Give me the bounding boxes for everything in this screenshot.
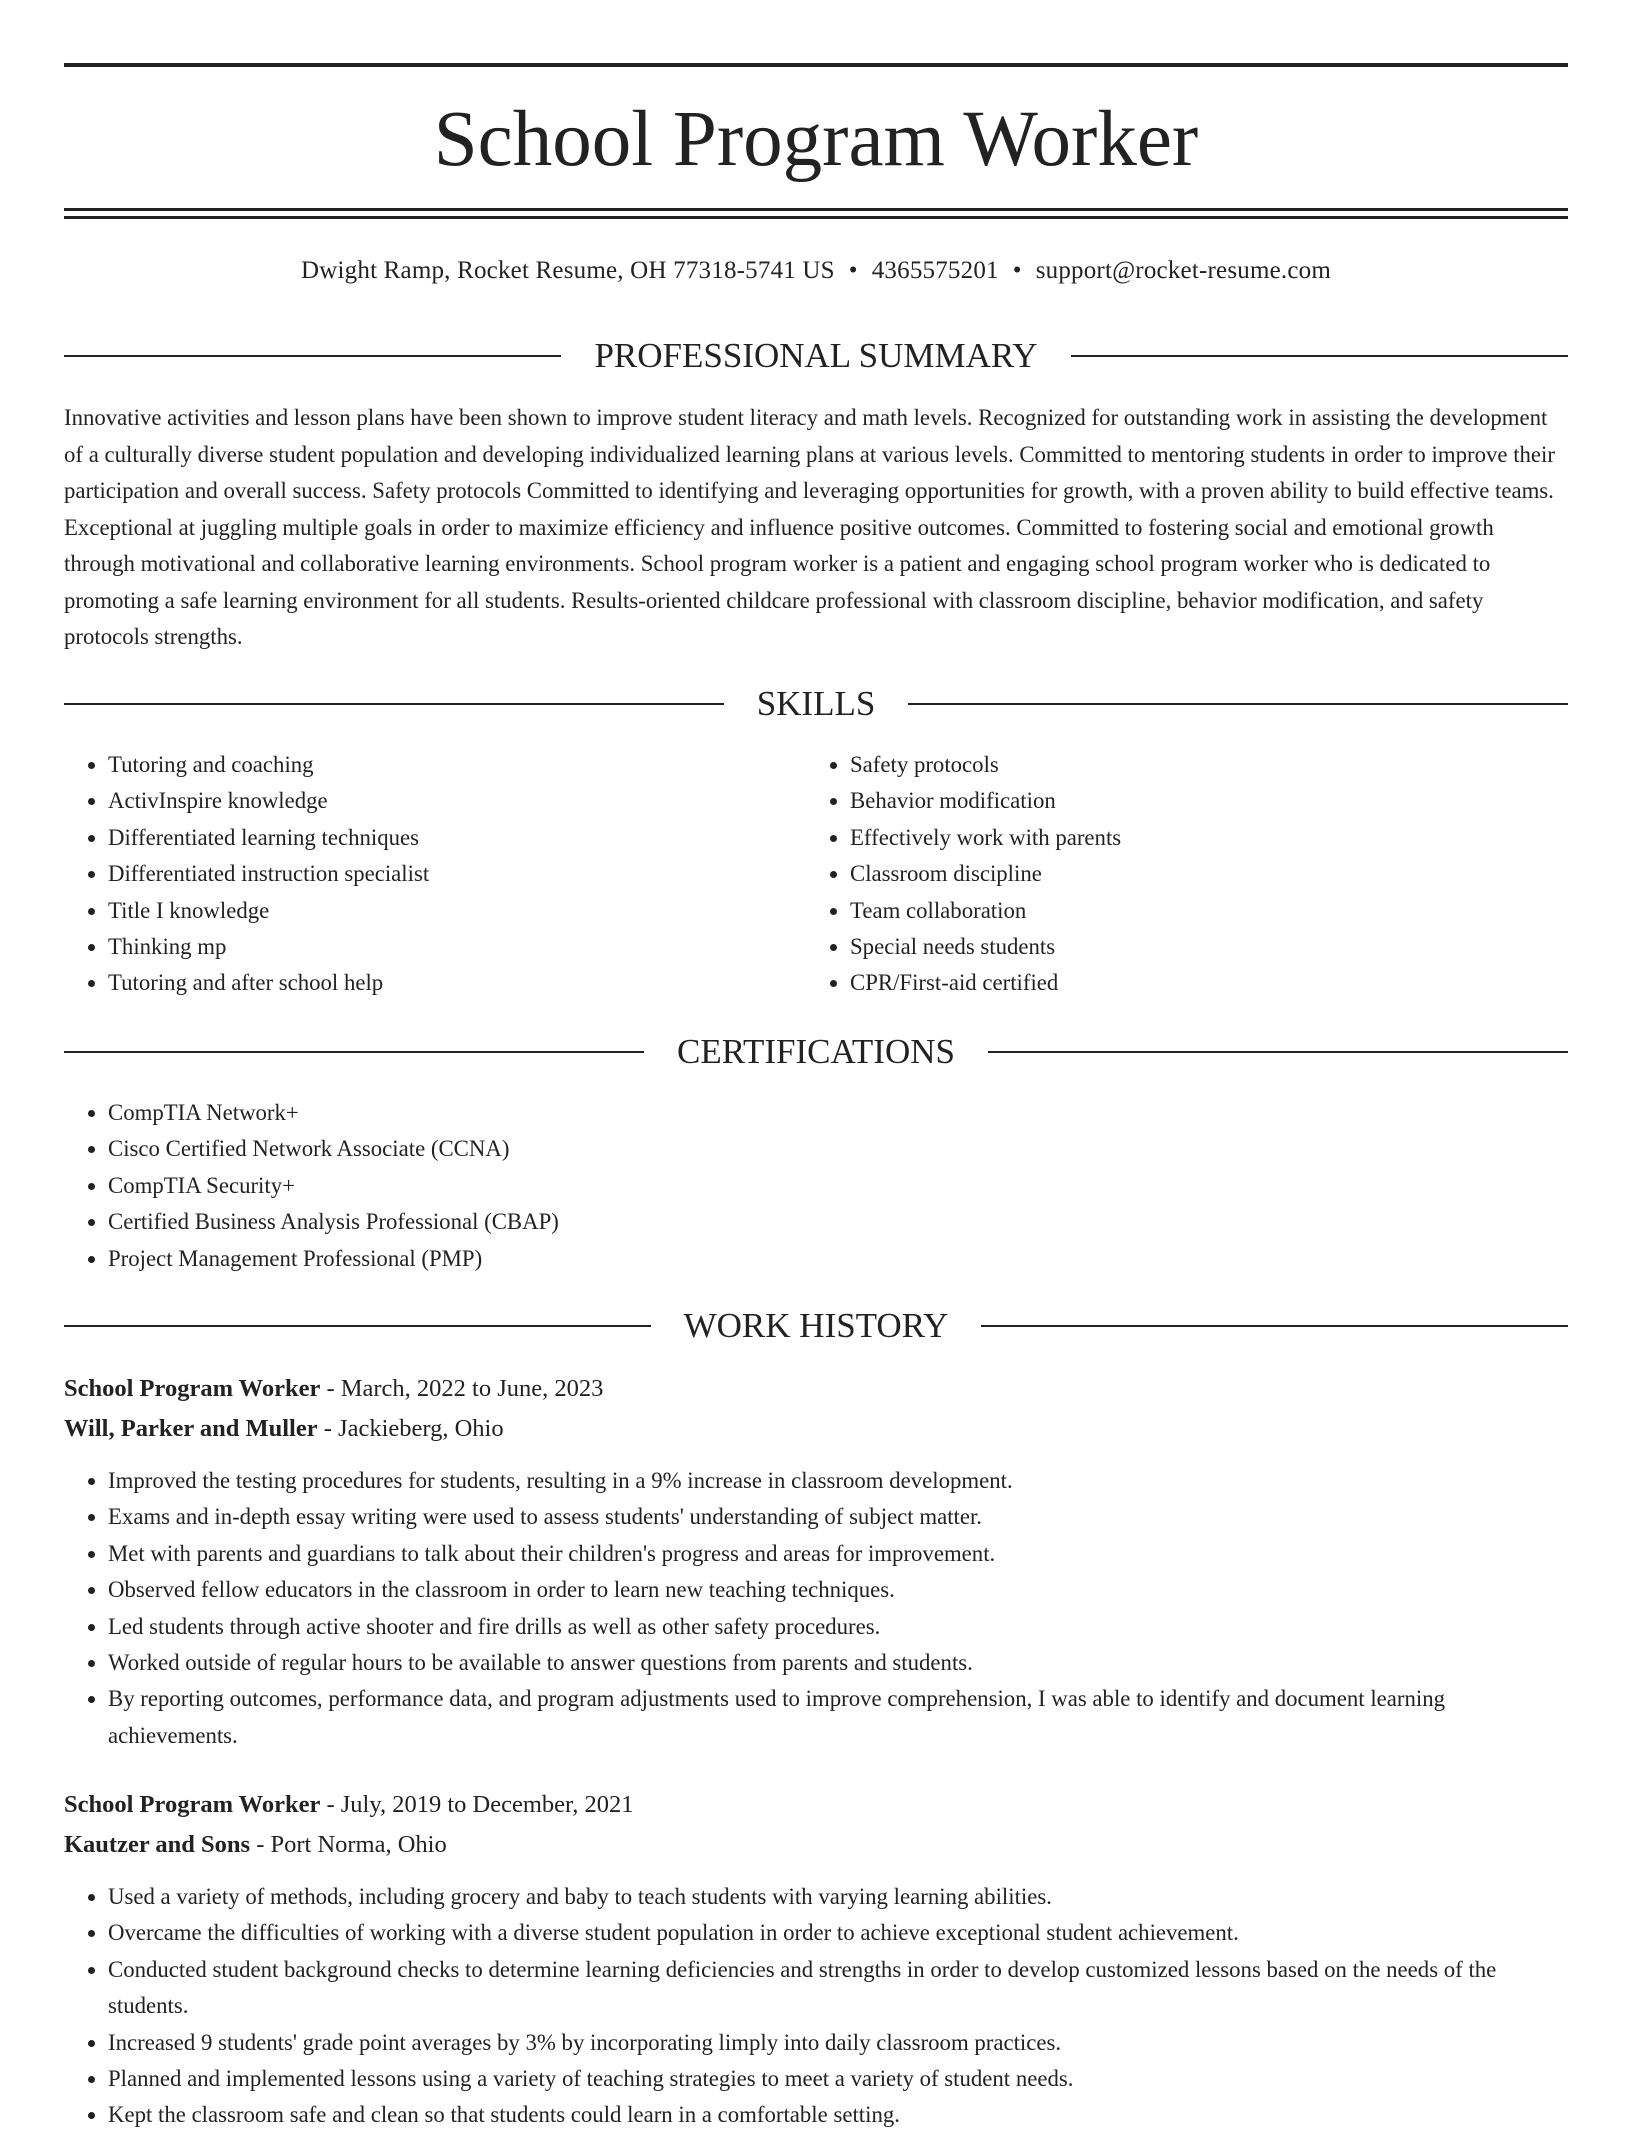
- skill-item: • Safety protocols: [850, 747, 1550, 783]
- header-top-rule: [64, 63, 1568, 67]
- job-title-line: [64, 1785, 633, 1825]
- certification-item: • CompTIA Network+: [108, 1095, 1568, 1131]
- contact-line: [8, 254, 1624, 288]
- skill-item: • Differentiated instruction specialist: [108, 856, 808, 892]
- heading-rule-right: [988, 1051, 1568, 1053]
- job-bullet: • Used a variety of methods, including grocery and baby to teach students with varying learning abilities.: [108, 1879, 1568, 1915]
- job-bullets: [64, 1879, 1568, 2134]
- job-bullet: • Observed fellow educators in the classroom in order to learn new teaching techniques.: [108, 1572, 1568, 1608]
- job-company-line: [64, 1409, 504, 1449]
- job-bullet: • Planned and implemented lessons using a variety of teaching strategies to meet a variety of student needs.: [108, 2061, 1568, 2097]
- job-bullets: [64, 1463, 1568, 1754]
- job-bullet: • Conducted student background checks to determine learning deficiencies and strengths in order to develop customized lessons based on the needs of the students.: [108, 1952, 1568, 2025]
- skill-item: • ActivInspire knowledge: [108, 783, 808, 819]
- skill-item: • Tutoring and after school help: [108, 965, 808, 1001]
- work-history-heading-label: WORK HISTORY: [683, 1306, 949, 1345]
- skill-item: • Thinking mp: [108, 929, 808, 965]
- job-bullet: • Kept the classroom safe and clean so that students could learn in a comfortable setting.: [108, 2097, 1568, 2133]
- certification-item: • Certified Business Analysis Professional (CBAP): [108, 1204, 1568, 1240]
- skill-item: • Classroom discipline: [850, 856, 1550, 892]
- skills-list-right: [806, 747, 1550, 1002]
- job-bullet: • Increased 9 students' grade point averages by 3% by incorporating limply into daily classroom practices.: [108, 2025, 1568, 2061]
- contact-address: Dwight Ramp, Rocket Resume, OH 77318-5741 US: [301, 257, 835, 284]
- skill-item: • Special needs students: [850, 929, 1550, 965]
- job-company: Kautzer and Sons: [64, 1831, 251, 1858]
- job-bullet: • Improved the testing procedures for students, resulting in a 9% increase in classroom development.: [108, 1463, 1568, 1499]
- heading-rule-left: [64, 355, 561, 357]
- skill-item: • Title I knowledge: [108, 893, 808, 929]
- certifications-section-heading: [64, 1030, 1568, 1074]
- work-history-section-heading: [64, 1304, 1568, 1348]
- heading-rule-left: [64, 1325, 651, 1327]
- contact-separator: •: [1012, 257, 1022, 284]
- skill-item: • CPR/First-aid certified: [850, 965, 1550, 1001]
- skill-item: • Tutoring and coaching: [108, 747, 808, 783]
- skills-list-left: [64, 747, 808, 1002]
- job-company: Will, Parker and Muller: [64, 1415, 318, 1442]
- job-bullet: • Exams and in-depth essay writing were used to assess students' understanding of subject matter.: [108, 1499, 1568, 1535]
- skill-item: • Effectively work with parents: [850, 820, 1550, 856]
- summary-section-heading: [64, 334, 1568, 378]
- skill-item: • Behavior modification: [850, 783, 1550, 819]
- job-location: - Port Norma, Ohio: [250, 1831, 447, 1858]
- job-bullet: • Met with parents and guardians to talk about their children's progress and areas for improvement.: [108, 1536, 1568, 1572]
- job-title: School Program Worker: [64, 1375, 321, 1402]
- certification-item: • Project Management Professional (PMP): [108, 1241, 1568, 1277]
- contact-email: support@rocket-resume.com: [1035, 257, 1331, 284]
- job-company-line: [64, 1825, 447, 1865]
- heading-rule-right: [1071, 355, 1568, 357]
- heading-rule-right: [908, 703, 1568, 705]
- skills-section-heading: [64, 682, 1568, 726]
- heading-rule-left: [64, 703, 724, 705]
- heading-rule-right: [981, 1325, 1568, 1327]
- job-title: School Program Worker: [64, 1791, 321, 1818]
- job-dates: - July, 2019 to December, 2021: [320, 1791, 634, 1818]
- contact-separator: •: [848, 257, 858, 284]
- certification-item: • CompTIA Security+: [108, 1168, 1568, 1204]
- job-bullet: • Led students through active shooter and fire drills as well as other safety procedures.: [108, 1609, 1568, 1645]
- job-dates: - March, 2022 to June, 2023: [320, 1375, 604, 1402]
- header-double-rule: [64, 208, 1568, 219]
- summary-text: Innovative activities and lesson plans have been shown to improve student literacy and math levels. Recognized for outstanding work in assisting the development of a culturally diverse student population and developing individualized learning plans at various levels. Committed to mentoring students in order to improve their participation and overall success. Safety protocols Committed to identifying and leveraging opportunities for growth, with a proven ability to build effective teams. Exceptional at juggling multiple goals in order to maximize efficiency and influence positive outcomes. Committed to fostering social and emotional growth through motivational and collaborative learning environments. School program worker is a patient and engaging school program worker who is dedicated to promoting a safe learning environment for all students. Results-oriented childcare professional with classroom discipline, behavior modification, and safety protocols strengths.: [64, 405, 1555, 649]
- job-bullet: • Worked outside of regular hours to be available to answer questions from parents and students.: [108, 1645, 1568, 1681]
- skill-item: • Team collaboration: [850, 893, 1550, 929]
- skill-item: • Differentiated learning techniques: [108, 820, 808, 856]
- job-bullet: • Overcame the difficulties of working with a diverse student population in order to achieve exceptional student achievement.: [108, 1915, 1568, 1951]
- certifications-heading-label: CERTIFICATIONS: [677, 1032, 955, 1071]
- resume-title: School Program Worker: [433, 96, 1199, 183]
- skills-heading-label: SKILLS: [756, 684, 876, 723]
- job-location: - Jackieberg, Ohio: [317, 1415, 504, 1442]
- contact-phone: 4365575201: [871, 257, 999, 284]
- job-bullet: • By reporting outcomes, performance data, and program adjustments used to improve comprehension, I was able to identify and document learning achievements.: [108, 1681, 1568, 1754]
- summary-heading-label: PROFESSIONAL SUMMARY: [594, 336, 1038, 375]
- certification-item: • Cisco Certified Network Associate (CCNA): [108, 1131, 1568, 1167]
- job-title-line: [64, 1369, 603, 1409]
- heading-rule-left: [64, 1051, 644, 1053]
- certifications-list: [64, 1095, 1568, 1277]
